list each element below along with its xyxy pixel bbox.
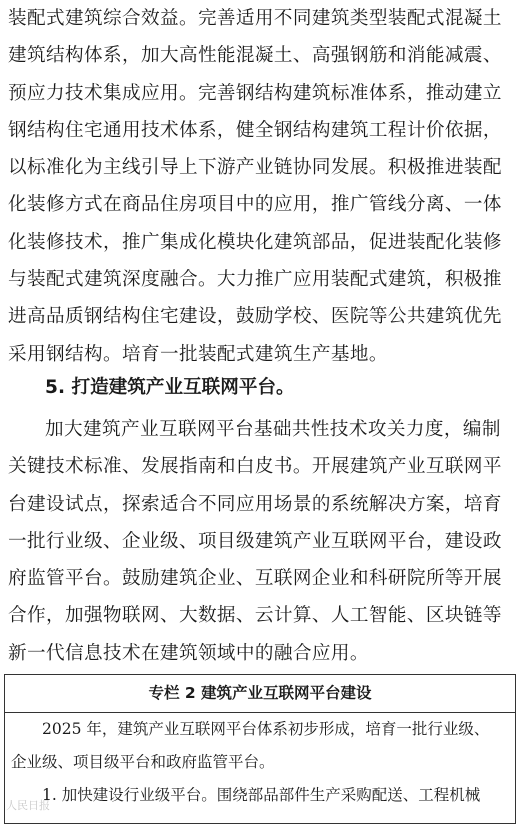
text-line: 预应力技术集成应用。完善钢结构建筑标准体系，推动建立 [8, 82, 502, 104]
text-line: 新一代信息技术在建筑领域中的融合应用。 [8, 642, 369, 664]
text-line: 以标准化为主线引导上下游产业链协同发展。积极推进装配 [8, 157, 502, 179]
text-line: 2025 年，建筑产业互联网平台体系初步形成，培育一批行业级、 [42, 720, 490, 738]
text-line: 与装配式建筑深度融合。大力推广应用装配式建筑，积极推 [8, 269, 502, 291]
text-line: 企业级、项目级平台和政府监管平台。 [11, 753, 275, 771]
text-line: 化装修方式在商品住房项目中的应用，推广管线分离、一体 [8, 194, 502, 216]
text-line: 合作，加强物联网、大数据、云计算、人工智能、区块链等 [8, 605, 502, 627]
column-box-title: 专栏 2 建筑产业互联网平台建设 [5, 675, 515, 713]
watermark-logo: 人民日报 [6, 799, 50, 812]
column-box-body [5, 713, 515, 812]
text-line: 建筑结构体系，加大高性能混凝土、高强钢筋和消能减震、 [8, 45, 502, 67]
text-line: 采用钢结构。培育一批装配式建筑生产基地。 [8, 343, 388, 365]
text-line: 1. 加快建设行业级平台。围绕部品部件生产采购配送、工程机械 [42, 786, 481, 804]
text-line: 化装修技术，推广集成化模块化建筑部品，促进装配化装修 [8, 231, 502, 253]
text-line: 府监管平台。鼓励建筑企业、互联网企业和科研院所等开展 [8, 568, 502, 590]
section-heading: 5. 打造建筑产业互联网平台。 [45, 377, 295, 398]
text-line: 装配式建筑综合效益。完善适用不同建筑类型装配式混凝土 [8, 8, 502, 29]
text-line: 进高品质钢结构住宅建设，鼓励学校、医院等公共建筑优先 [8, 306, 502, 328]
text-line: 台建设试点，探索适合不同应用场景的系统解决方案，培育 [8, 493, 502, 515]
text-line: 一批行业级、企业级、项目级建筑产业互联网平台，建设政 [8, 530, 502, 552]
text-line: 关键技术标准、发展指南和白皮书。开展建筑产业互联网平 [8, 456, 502, 478]
column-box [4, 674, 516, 824]
text-line: 钢结构住宅通用技术体系，健全钢结构建筑工程计价依据， [8, 119, 502, 141]
text-line: 加大建筑产业互联网平台基础共性技术攻关力度，编制 [45, 419, 501, 440]
paragraph-internet-platform [8, 411, 513, 672]
paragraph-assembly-building [8, 0, 513, 373]
